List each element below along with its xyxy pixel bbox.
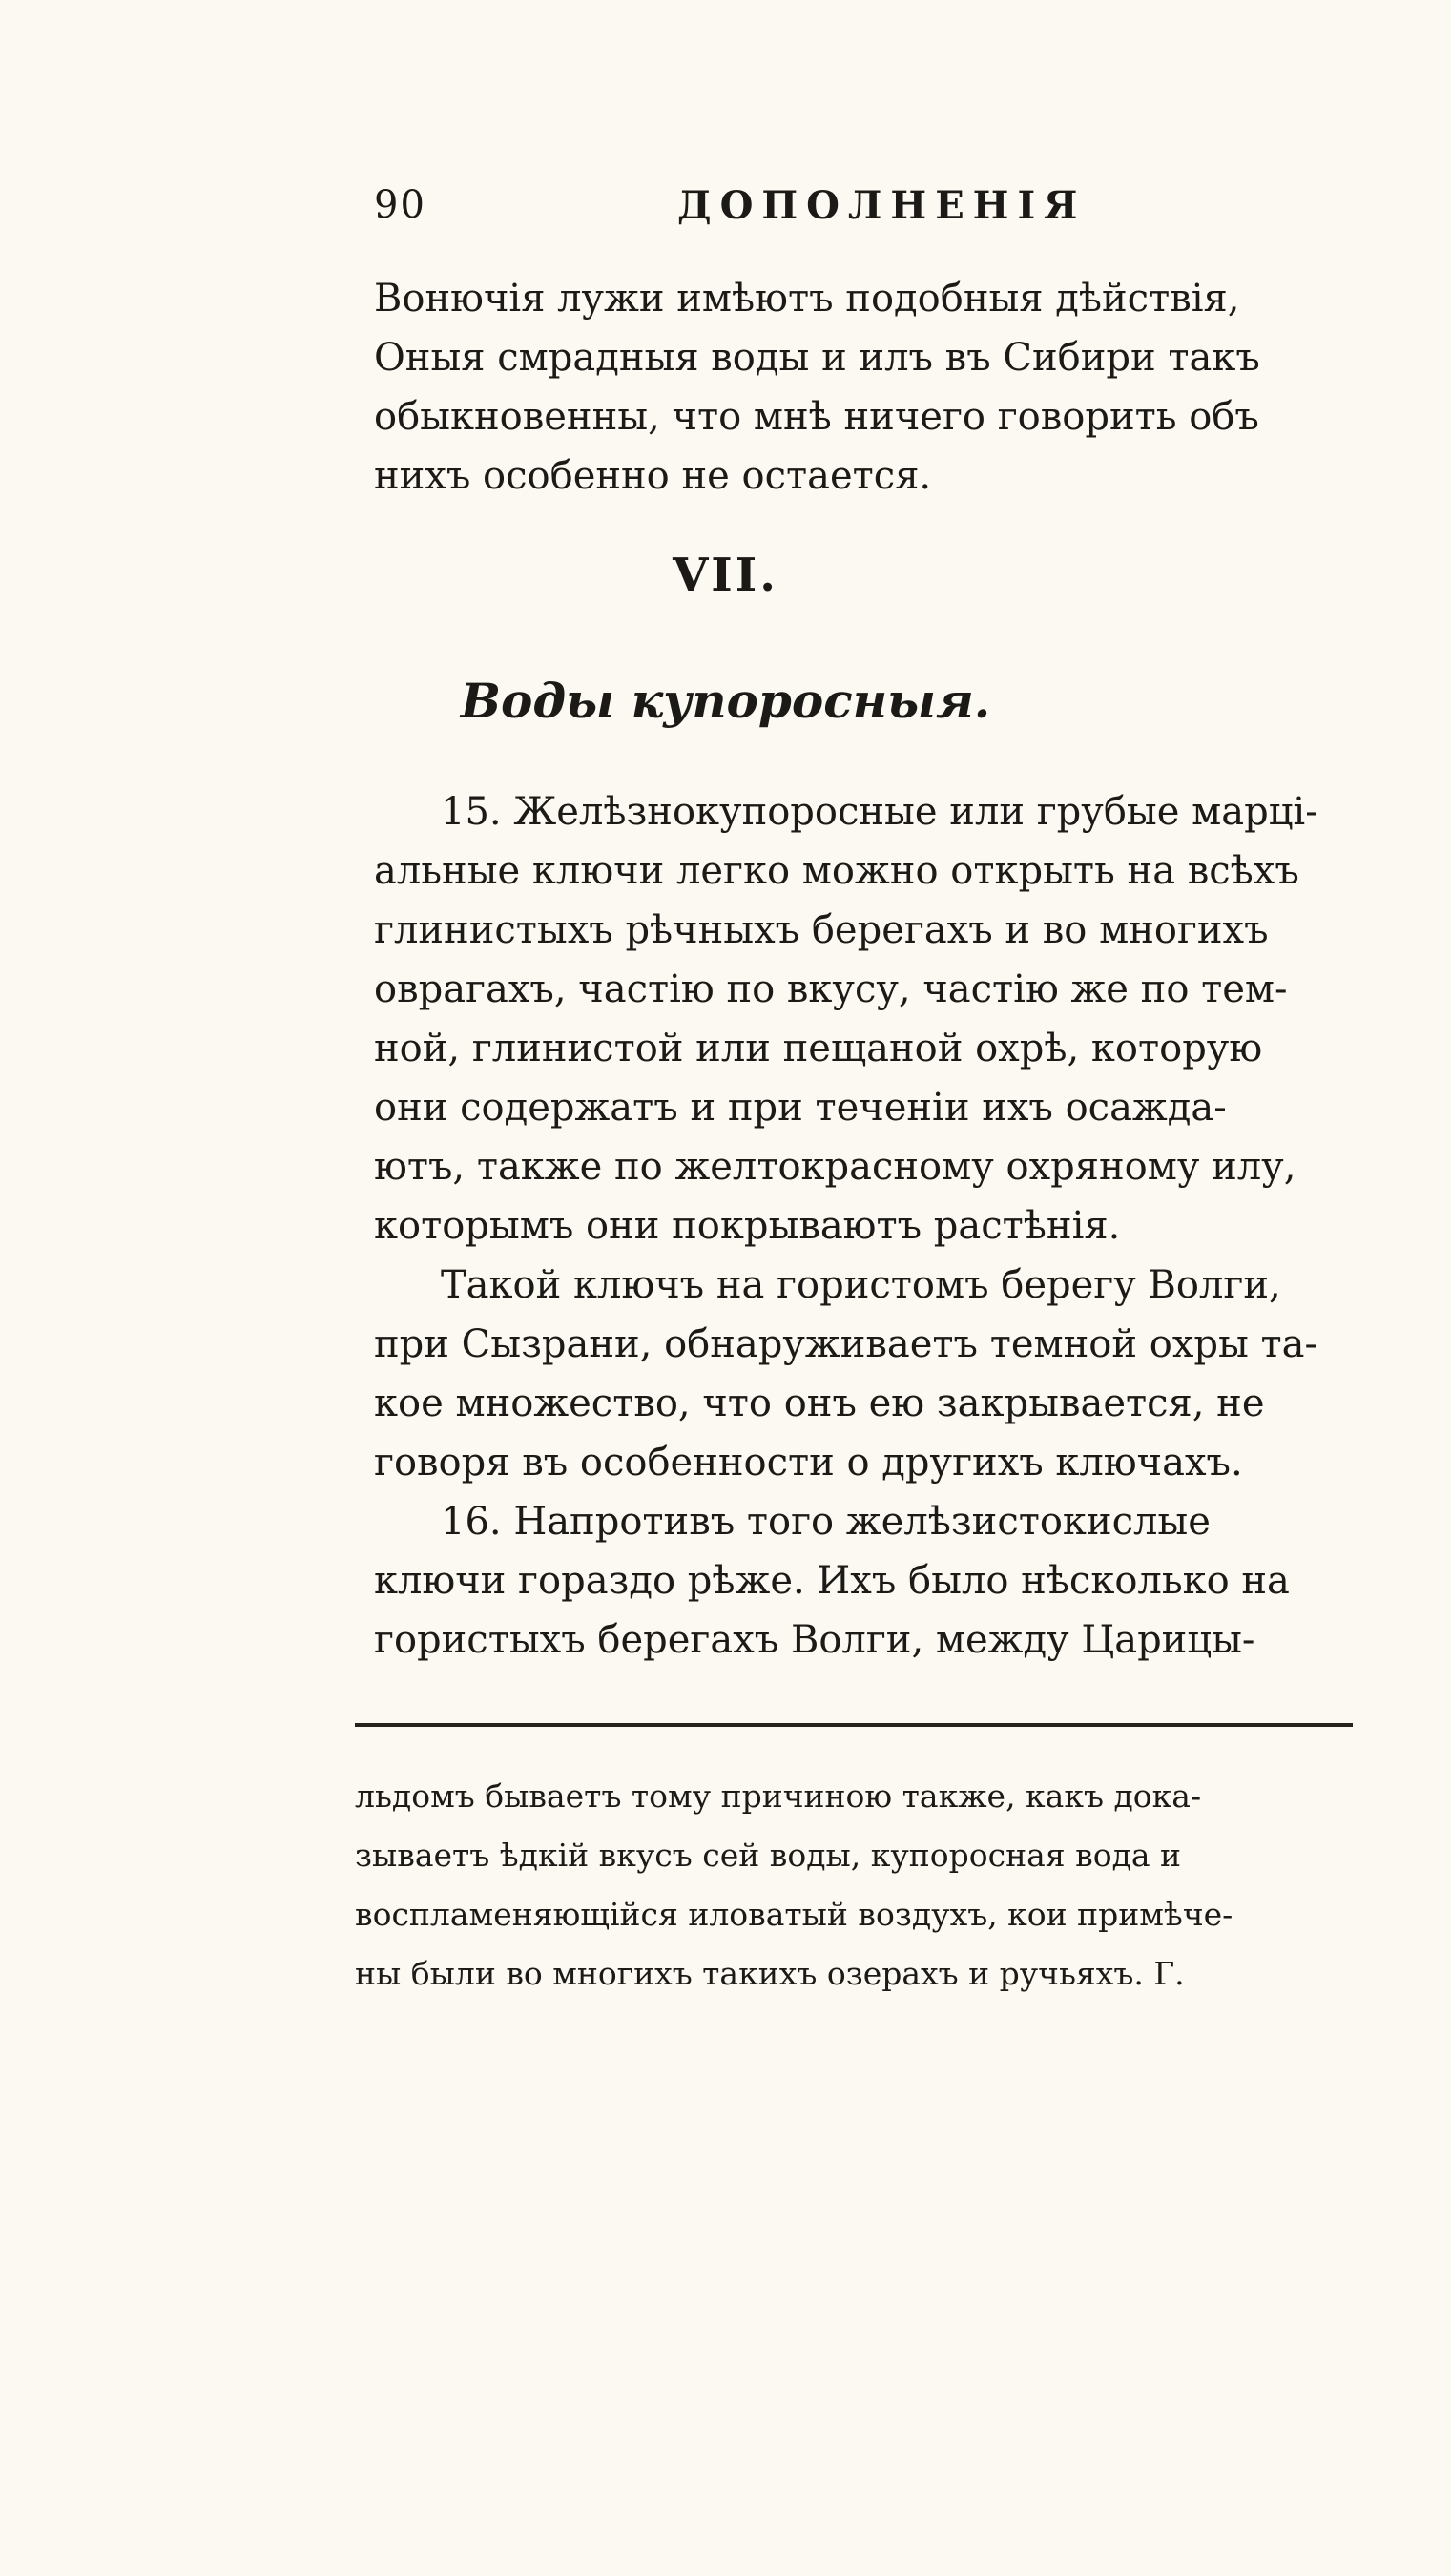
footnote-divider (355, 1723, 1353, 1727)
section-number: VII. (673, 549, 778, 602)
paragraph-16: 16. Напротивъ того желѣзистокислые ключи гораздо рѣже. Ихъ было нѣсколько на гористыхъ берегахъ Волги, между Царицы- (374, 1500, 1290, 1662)
footnote: льдомъ бываетъ тому причиною также, какъ дока- зываетъ ѣдкій вкусъ сей воды, купоросная вода и воспламеняющійся иловатый воздухъ, кои примѣче- ны были во многихъ такихъ озерахъ и ручьяхъ. Г. (355, 1777, 1233, 1992)
intro-paragraph: Вонючія лужи имѣютъ подобныя дѣйствія, Оныя смрадныя воды и илъ въ Сибири такъ обыкновенны, что мнѣ ничего говорить объ нихъ особенно не остается. (374, 277, 1260, 498)
paragraph-volga-spring: Такой ключъ на гористомъ берегу Волги, при Сызрани, обнаруживаетъ темной охры та- кое множество, что онъ ею закрывается, не говоря въ особенности о другихъ ключахъ. (374, 1263, 1318, 1485)
body-text (374, 782, 1366, 1670)
page-number: 90 (374, 183, 426, 227)
page-header (374, 183, 1099, 240)
intro-text (374, 269, 1366, 506)
paragraph-15: 15. Желѣзнокупоросные или грубые марці- альные ключи легко можно открыть на всѣхъ глинистыхъ рѣчныхъ берегахъ и во многихъ оврагахъ, частію по вкусу, частію же по тем- ной, глинистой или пещаной охрѣ, которую они содержатъ и при теченіи ихъ осажда- ютъ, также по желтокрасному охряному илу, которымъ они покрываютъ растѣнія. (374, 790, 1318, 1248)
running-title: ДОПОЛНЕНІЯ (677, 183, 1087, 228)
section-title: Воды купоросныя. (460, 673, 991, 729)
